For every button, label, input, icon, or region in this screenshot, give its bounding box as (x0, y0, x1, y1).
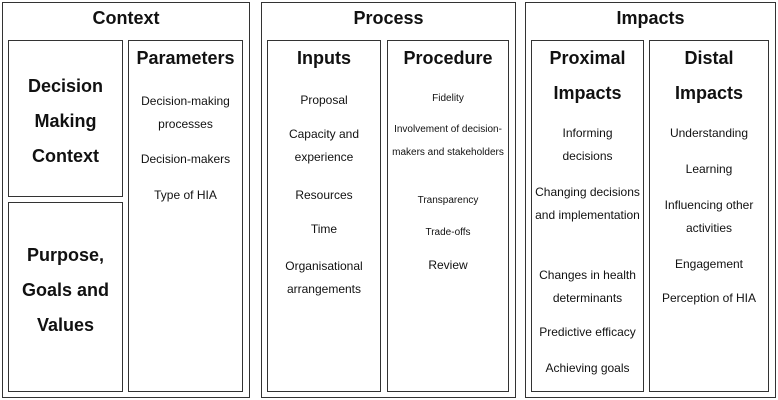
distal-impacts-item: Learning (685, 162, 733, 176)
decision-making-context-line-2: Making (34, 111, 97, 131)
inputs-item: Time (310, 222, 338, 236)
context-title: Context (92, 8, 160, 28)
proximal-impacts-item: Predictive efficacy (539, 325, 636, 339)
proximal-impacts-box (531, 40, 644, 392)
inputs-item: Resources (295, 188, 353, 202)
proximal-impacts-title: Proximal Impacts (549, 48, 626, 103)
purpose-goals-values-box (8, 202, 123, 392)
proximal-impacts-item: Achieving goals (545, 361, 630, 375)
distal-impacts-item: Engagement (674, 257, 744, 271)
procedure-item: Trade-offs (425, 227, 471, 238)
procedure-box (387, 40, 509, 392)
procedure-item: Involvement of decision-makers and stakeholders (392, 124, 504, 158)
impacts-title: Impacts (616, 8, 685, 28)
proximal-impacts-item: Informing decisions (562, 126, 613, 163)
purpose-goals-values-line-2: Goals and (21, 280, 110, 300)
proximal-impacts-item: Changes in health determinants (539, 268, 636, 305)
distal-impacts-item: Perception of HIA (661, 291, 757, 305)
distal-impacts-item: Understanding (669, 126, 749, 140)
process-title: Process (353, 8, 424, 28)
parameters-box (128, 40, 243, 392)
inputs-item: Capacity and experience (288, 127, 360, 164)
parameters-item: Type of HIA (154, 188, 217, 202)
distal-impacts-title: Distal Impacts (674, 48, 744, 103)
inputs-item: Organisational arrangements (285, 259, 363, 296)
decision-making-context-line-3: Context (32, 146, 99, 166)
proximal-impacts-item: Changing decisions and implementation (535, 185, 640, 222)
inputs-item: Proposal (300, 93, 348, 107)
parameters-title: Parameters (136, 48, 235, 68)
inputs-box (267, 40, 381, 392)
purpose-goals-values-line-3: Values (36, 315, 95, 335)
decision-making-context-line-1: Decision (27, 76, 104, 96)
purpose-goals-values-line-1: Purpose, (26, 245, 105, 265)
decision-making-context-box (8, 40, 123, 197)
distal-impacts-item: Influencing other activities (664, 198, 754, 235)
parameters-item: Decision-making processes (141, 94, 230, 131)
procedure-item: Transparency (417, 195, 479, 206)
parameters-item: Decision-makers (140, 152, 231, 166)
procedure-title: Procedure (403, 48, 493, 68)
procedure-item: Fidelity (432, 93, 464, 104)
distal-impacts-box (649, 40, 769, 392)
inputs-title: Inputs (297, 48, 351, 68)
procedure-item: Review (428, 258, 468, 272)
